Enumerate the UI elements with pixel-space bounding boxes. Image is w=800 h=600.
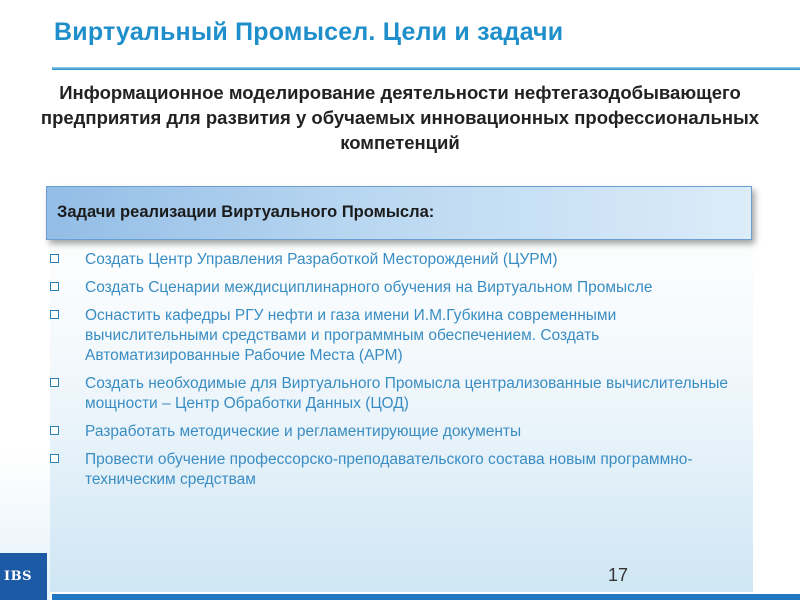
page-number: 17 <box>608 565 629 585</box>
bottom-divider <box>52 594 800 600</box>
task-item <box>48 250 748 270</box>
square-bullet-icon <box>50 254 59 263</box>
slide-title: Виртуальный Промысел. Цели и задачи <box>54 18 564 46</box>
task-list <box>48 250 748 498</box>
task-item <box>48 450 748 490</box>
tasks-header-box <box>46 186 752 240</box>
task-item <box>48 278 748 298</box>
task-item <box>48 422 748 442</box>
square-bullet-icon <box>50 454 59 463</box>
task-item <box>48 306 748 366</box>
title-divider <box>52 67 800 70</box>
task-text: Создать необходимые для Виртуального Промысла централизованные вычислительные мощности – Центр Обработки Данных (ЦОД) <box>85 375 729 412</box>
task-item <box>48 374 748 414</box>
task-text: Создать Сценарии междисциплинарного обучения на Виртуальном Промысле <box>85 279 653 296</box>
square-bullet-icon <box>50 282 59 291</box>
tasks-header-label: Задачи реализации Виртуального Промысла: <box>57 203 435 221</box>
square-bullet-icon <box>50 426 59 435</box>
ibs-logo <box>0 553 47 600</box>
square-bullet-icon <box>50 378 59 387</box>
ibs-logo-text: IBS <box>4 569 32 584</box>
slide-subtitle: Информационное моделирование деятельности нефтегазодобывающего предприятия для развития у обучаемых инновационных профессиональных компетенций <box>40 82 760 153</box>
task-text: Разработать методические и регламентирующие документы <box>85 423 522 440</box>
task-text: Провести обучение профессорско-преподавательского состава новым программно-техническим средствам <box>85 451 693 488</box>
task-text: Создать Центр Управления Разработкой Месторождений (ЦУРМ) <box>85 251 558 268</box>
task-text: Оснастить кафедры РГУ нефти и газа имени И.М.Губкина современными вычислительными средствами и программным обеспечением. Создать Автоматизированные Рабочие Места (АРМ) <box>85 307 617 364</box>
square-bullet-icon <box>50 310 59 319</box>
